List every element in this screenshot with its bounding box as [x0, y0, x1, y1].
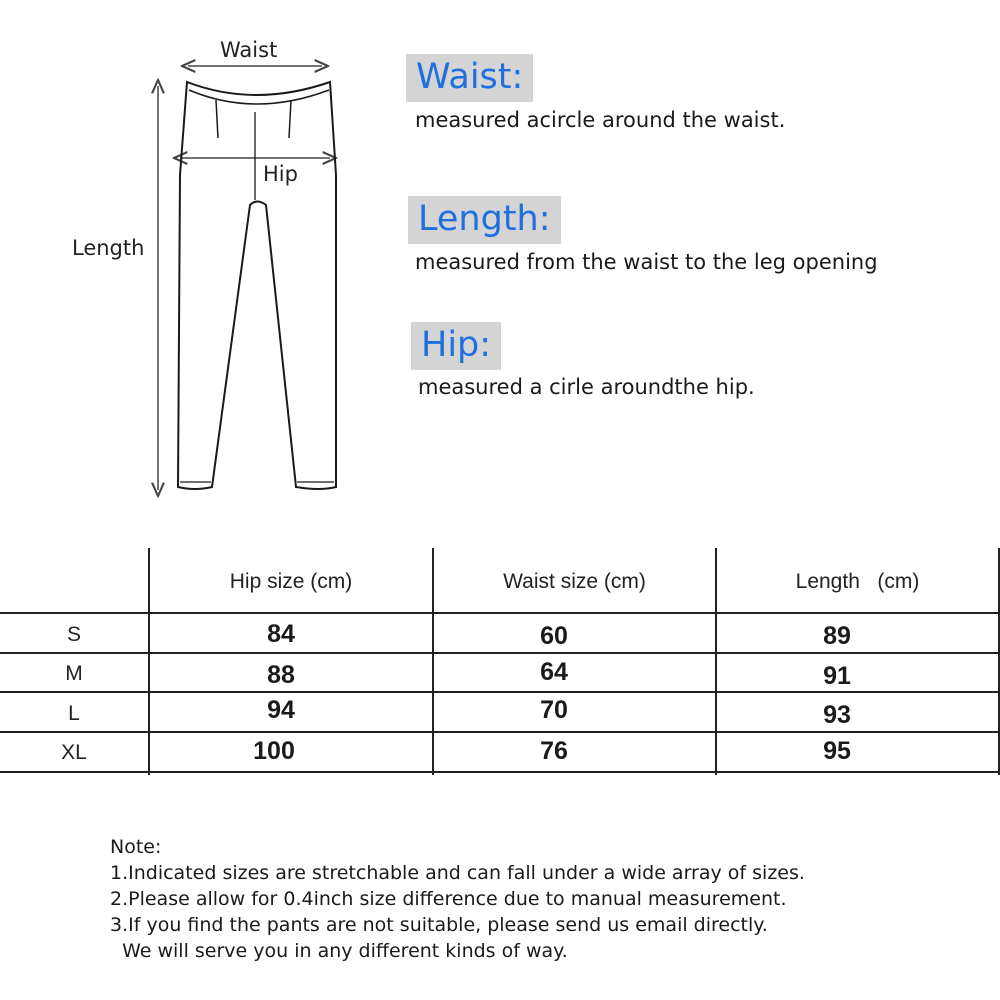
note-line-3: 3.If you find the pants are not suitable, please send us email directly.	[110, 914, 768, 936]
hip-cell-l: 94	[267, 696, 295, 724]
note-line-4: We will serve you in any different kinds of way.	[110, 940, 568, 962]
header-hip-size: Hip size (cm)	[229, 570, 353, 593]
hip-cell-s: 84	[267, 620, 295, 648]
table-rule	[0, 691, 1000, 693]
hip-cell-xl: 100	[253, 737, 295, 765]
pants-diagram	[0, 0, 400, 520]
waist-cell-xl: 76	[540, 737, 568, 765]
length-cell-l: 93	[823, 701, 851, 729]
size-table	[0, 548, 1000, 775]
size-cell-s: S	[66, 623, 81, 646]
note-title: Note:	[110, 836, 162, 858]
waist-label: Waist	[220, 38, 278, 62]
note-line-2: 2.Please allow for 0.4inch size difference due to manual measurement.	[110, 888, 787, 910]
size-cell-xl: XL	[61, 741, 87, 764]
size-cell-l: L	[68, 702, 80, 725]
pants-outline-icon	[0, 0, 400, 520]
length-description: measured from the waist to the leg opening	[415, 250, 878, 274]
waist-cell-s: 60	[540, 622, 568, 650]
size-cell-m: M	[65, 662, 83, 685]
length-cell-xl: 95	[823, 737, 851, 765]
table-rule	[0, 731, 1000, 733]
table-rule	[0, 612, 1000, 614]
hip-label: Hip	[263, 162, 298, 186]
hip-term: Hip:	[411, 322, 501, 370]
length-cell-m: 91	[823, 662, 851, 690]
note-line-1: 1.Indicated sizes are stretchable and can fall under a wide array of sizes.	[110, 862, 805, 884]
note-section	[110, 834, 970, 964]
waist-description: measured acircle around the waist.	[415, 108, 786, 132]
table-rule	[0, 771, 1000, 773]
header-waist-size: Waist size (cm)	[503, 570, 646, 593]
hip-description: measured a cirle aroundthe hip.	[418, 375, 755, 399]
hip-cell-m: 88	[267, 661, 295, 689]
length-label: Length	[72, 236, 145, 260]
table-rule	[0, 652, 1000, 654]
length-cell-s: 89	[823, 622, 851, 650]
header-length: Length (cm)	[795, 570, 920, 593]
waist-term: Waist:	[406, 54, 533, 102]
length-term: Length:	[408, 196, 561, 244]
waist-cell-l: 70	[540, 696, 568, 724]
waist-cell-m: 64	[540, 658, 568, 686]
